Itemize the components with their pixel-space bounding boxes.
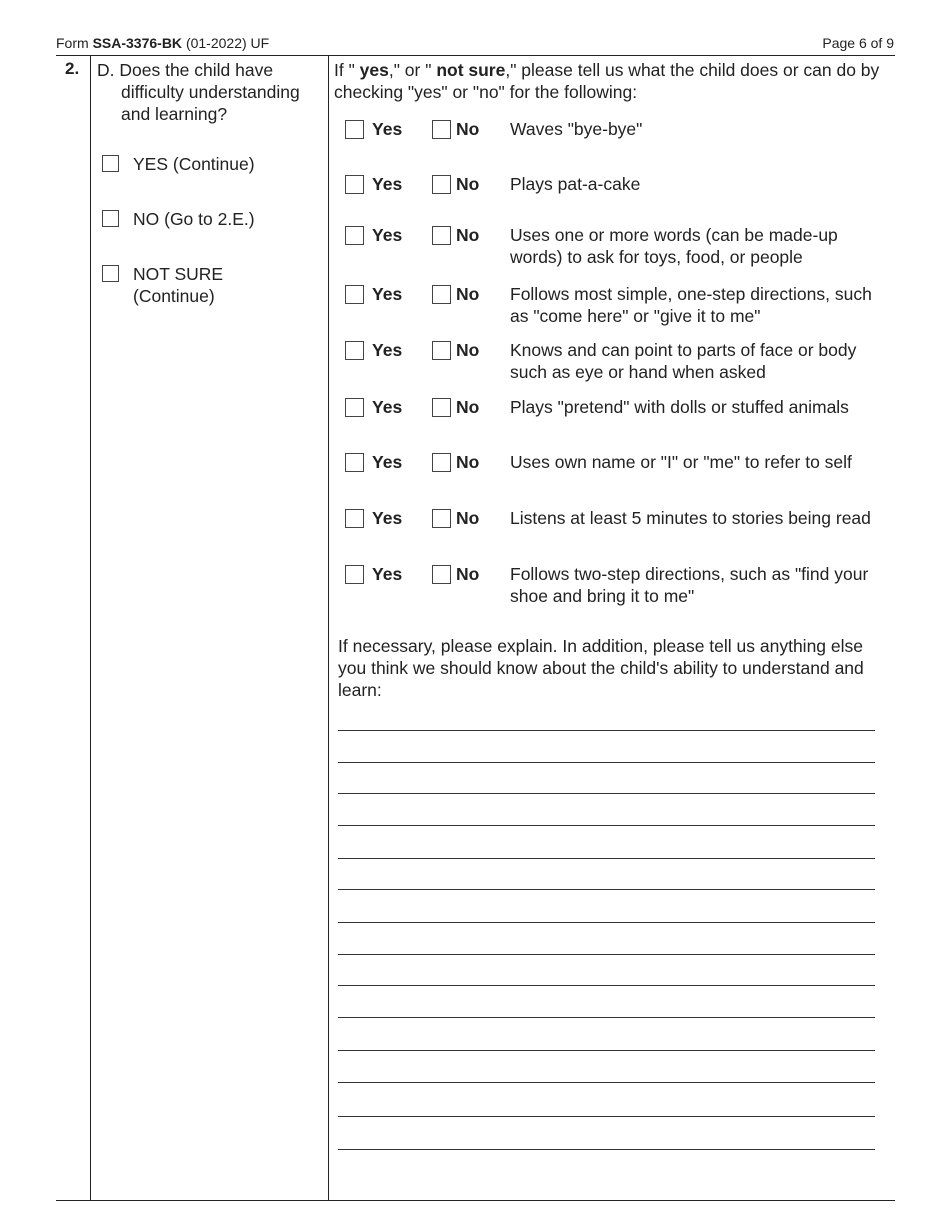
writing-line[interactable]	[338, 1050, 875, 1051]
item-text: Follows most simple, one-step directions, such as "come here" or "give it to me"	[510, 284, 872, 326]
item-text: Plays "pretend" with dolls or stuffed animals	[510, 397, 849, 417]
yes-checkbox[interactable]	[345, 120, 364, 139]
writing-line[interactable]	[338, 922, 875, 923]
explain-prompt: If necessary, please explain. In addition, please tell us anything else you think we should know about the child's ability to understand and learn:	[338, 636, 864, 700]
no-label: No	[456, 397, 480, 417]
instructions-part1: If "	[334, 60, 355, 80]
writing-line[interactable]	[338, 889, 875, 890]
form-version: (01-2022) UF	[185, 35, 270, 51]
writing-line[interactable]	[338, 954, 875, 955]
no-label: No	[456, 284, 480, 304]
no-checkbox[interactable]	[432, 175, 451, 194]
no-label: No	[456, 174, 480, 194]
no-label: No	[456, 119, 480, 139]
writing-line[interactable]	[338, 793, 875, 794]
yes-checkbox[interactable]	[345, 341, 364, 360]
form-id	[56, 35, 269, 51]
form-number: SSA-3376-BK	[92, 35, 183, 51]
item-text: Follows two-step directions, such as "find your shoe and bring it to me"	[510, 564, 869, 606]
question-column-divider	[328, 55, 329, 1201]
no-checkbox[interactable]	[432, 565, 451, 584]
instructions-bold-not-sure: not sure	[431, 60, 506, 80]
no-label: No	[456, 340, 480, 360]
yes-checkbox[interactable]	[345, 175, 364, 194]
no-label: No	[456, 564, 480, 584]
option-not-sure-checkbox[interactable]	[102, 265, 119, 282]
no-checkbox[interactable]	[432, 120, 451, 139]
instructions-part2: ," or "	[388, 60, 432, 80]
instructions-part3: ," please tell us what the child does or can do by checking "yes" or "no" for the following:	[334, 60, 880, 102]
item-text: Waves "bye-bye"	[510, 119, 643, 139]
no-label: No	[456, 225, 480, 245]
no-checkbox[interactable]	[432, 509, 451, 528]
page-number: Page 6 of 9	[822, 35, 894, 51]
item-text: Listens at least 5 minutes to stories being read	[510, 508, 871, 528]
option-not-sure-label	[133, 263, 223, 307]
no-label: No	[456, 508, 480, 528]
writing-line[interactable]	[338, 858, 875, 859]
yes-checkbox[interactable]	[345, 398, 364, 417]
yes-label: Yes	[372, 225, 403, 245]
yes-label: Yes	[372, 119, 403, 139]
instructions	[334, 59, 899, 103]
writing-line[interactable]	[338, 1149, 875, 1150]
question-text	[97, 59, 322, 125]
option-no-label: NO (Go to 2.E.)	[133, 209, 255, 229]
yes-label: Yes	[372, 564, 403, 584]
writing-line[interactable]	[338, 1017, 875, 1018]
yes-checkbox[interactable]	[345, 453, 364, 472]
no-checkbox[interactable]	[432, 285, 451, 304]
yes-label: Yes	[372, 452, 403, 472]
yes-checkbox[interactable]	[345, 226, 364, 245]
item-text: Uses one or more words (can be made-up words) to ask for toys, food, or people	[510, 225, 838, 267]
writing-line[interactable]	[338, 762, 875, 763]
no-checkbox[interactable]	[432, 226, 451, 245]
question-text-rest: difficulty understanding and learning?	[121, 82, 300, 124]
yes-label: Yes	[372, 508, 403, 528]
question-text-line1: D. Does the child have	[97, 60, 274, 80]
option-not-sure-label-line2: (Continue)	[133, 286, 215, 306]
option-yes-label: YES (Continue)	[133, 154, 255, 174]
option-no-checkbox[interactable]	[102, 210, 119, 227]
no-checkbox[interactable]	[432, 398, 451, 417]
top-rule	[56, 55, 895, 56]
no-checkbox[interactable]	[432, 453, 451, 472]
yes-checkbox[interactable]	[345, 509, 364, 528]
yes-label: Yes	[372, 340, 403, 360]
item-text: Uses own name or "I" or "me" to refer to self	[510, 452, 852, 472]
yes-checkbox[interactable]	[345, 565, 364, 584]
instructions-bold-yes: yes	[354, 60, 389, 80]
writing-line[interactable]	[338, 985, 875, 986]
no-checkbox[interactable]	[432, 341, 451, 360]
writing-line[interactable]	[338, 825, 875, 826]
option-yes-checkbox[interactable]	[102, 155, 119, 172]
yes-label: Yes	[372, 174, 403, 194]
question-number: 2.	[65, 59, 80, 78]
form-prefix: Form	[56, 35, 89, 51]
option-not-sure-label-line1: NOT SURE	[133, 264, 224, 284]
yes-checkbox[interactable]	[345, 285, 364, 304]
item-text: Plays pat-a-cake	[510, 174, 641, 194]
item-text: Knows and can point to parts of face or body such as eye or hand when asked	[510, 340, 857, 382]
bottom-rule	[56, 1200, 895, 1201]
writing-line[interactable]	[338, 730, 875, 731]
writing-line[interactable]	[338, 1116, 875, 1117]
yes-label: Yes	[372, 284, 403, 304]
no-label: No	[456, 452, 480, 472]
number-column-divider	[90, 55, 91, 1201]
yes-label: Yes	[372, 397, 403, 417]
writing-line[interactable]	[338, 1082, 875, 1083]
